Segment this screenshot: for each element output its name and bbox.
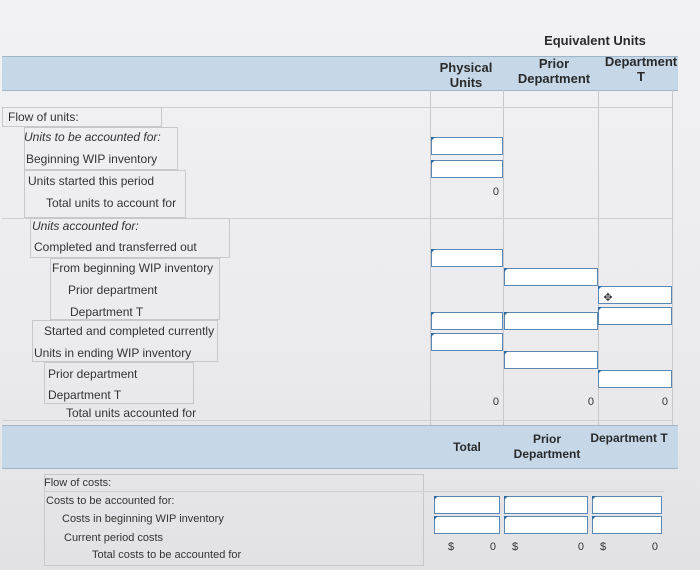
total-prior-value: 0 <box>587 396 594 408</box>
costs-to-be-accounted-label: Costs to be accounted for: <box>46 495 175 507</box>
physical-units-header: Physical Units <box>439 60 493 90</box>
prior-dollar-sign: $ <box>512 541 519 553</box>
ending-wip-physical-input[interactable] <box>431 333 503 351</box>
units-accounted-for-label: Units accounted for: <box>32 219 139 233</box>
label-cell <box>50 258 220 320</box>
column-divider <box>503 90 504 425</box>
department-t-label: Department T <box>70 305 144 319</box>
cost-label-cell <box>44 474 424 566</box>
beginning-wip-physical-input[interactable] <box>431 137 503 155</box>
cost-prior-department-header: Prior Department <box>513 432 581 461</box>
started-completed-physical-input[interactable] <box>431 312 503 330</box>
ending-wip-dept-t-input[interactable] <box>598 370 672 388</box>
department-t-header: Department T <box>604 54 678 84</box>
ending-wip-prior-input[interactable] <box>504 351 598 369</box>
current-period-prior-input[interactable] <box>504 516 588 534</box>
dept-t-dollar-sign: $ <box>600 541 607 553</box>
prior-department-label: Prior department <box>68 283 158 297</box>
started-completed-prior-input[interactable] <box>504 312 598 330</box>
label-cell <box>30 218 230 258</box>
total-units-to-account-value: 0 <box>492 186 499 198</box>
beginning-wip-label: Beginning WIP inventory <box>26 152 158 166</box>
flow-of-costs-label: Flow of costs: <box>44 477 112 489</box>
cost-department-t-header: Department T <box>590 431 668 445</box>
label-cell <box>32 320 218 362</box>
prior-cost-value: 0 <box>577 541 584 553</box>
from-beginning-wip-physical-input[interactable] <box>431 249 503 267</box>
total-dollar-sign: $ <box>448 541 455 553</box>
prior-department-header: Prior Department <box>517 56 591 86</box>
costs-beginning-prior-input[interactable] <box>504 496 588 514</box>
ending-wip-label: Units in ending WIP inventory <box>34 346 192 360</box>
from-beginning-wip-label: From beginning WIP inventory <box>52 261 214 275</box>
move-cursor-icon: ✥ <box>603 292 613 304</box>
ending-department-t-label: Department T <box>48 388 122 402</box>
dept-t-cost-value: 0 <box>651 541 658 553</box>
started-completed-label: Started and completed currently <box>44 324 215 338</box>
current-period-dept-t-input[interactable] <box>592 516 662 534</box>
total-costs-label: Total costs to be accounted for <box>92 549 242 561</box>
total-dept-t-value: 0 <box>661 396 668 408</box>
completed-transferred-label: Completed and transferred out <box>34 240 197 254</box>
column-divider <box>672 90 673 425</box>
total-cost-value: 0 <box>489 541 496 553</box>
label-cell <box>44 362 194 404</box>
total-header: Total <box>453 440 481 454</box>
label-cell <box>2 107 162 127</box>
started-completed-dept-t-input[interactable] <box>598 307 672 325</box>
total-units-accounted-label: Total units accounted for <box>66 406 197 420</box>
beginning-wip-prior-input[interactable] <box>504 268 598 286</box>
total-physical-value: 0 <box>492 396 499 408</box>
equivalent-units-header: Equivalent Units <box>544 33 646 48</box>
costs-beginning-wip-label: Costs in beginning WIP inventory <box>62 513 224 525</box>
label-cell <box>24 127 178 170</box>
costs-beginning-dept-t-input[interactable] <box>592 496 662 514</box>
units-started-label: Units started this period <box>28 174 155 188</box>
current-period-total-input[interactable] <box>434 516 500 534</box>
units-started-physical-input[interactable] <box>431 160 503 178</box>
units-to-be-accounted-label: Units to be accounted for: <box>24 130 161 144</box>
flow-of-units-label: Flow of units: <box>8 110 79 124</box>
total-units-to-account-label: Total units to account for <box>46 196 177 210</box>
row-divider <box>2 420 672 421</box>
costs-beginning-total-input[interactable] <box>434 496 500 514</box>
current-period-costs-label: Current period costs <box>64 532 164 544</box>
row-divider <box>44 491 664 492</box>
ending-prior-department-label: Prior department <box>48 367 138 381</box>
label-cell <box>24 170 186 218</box>
